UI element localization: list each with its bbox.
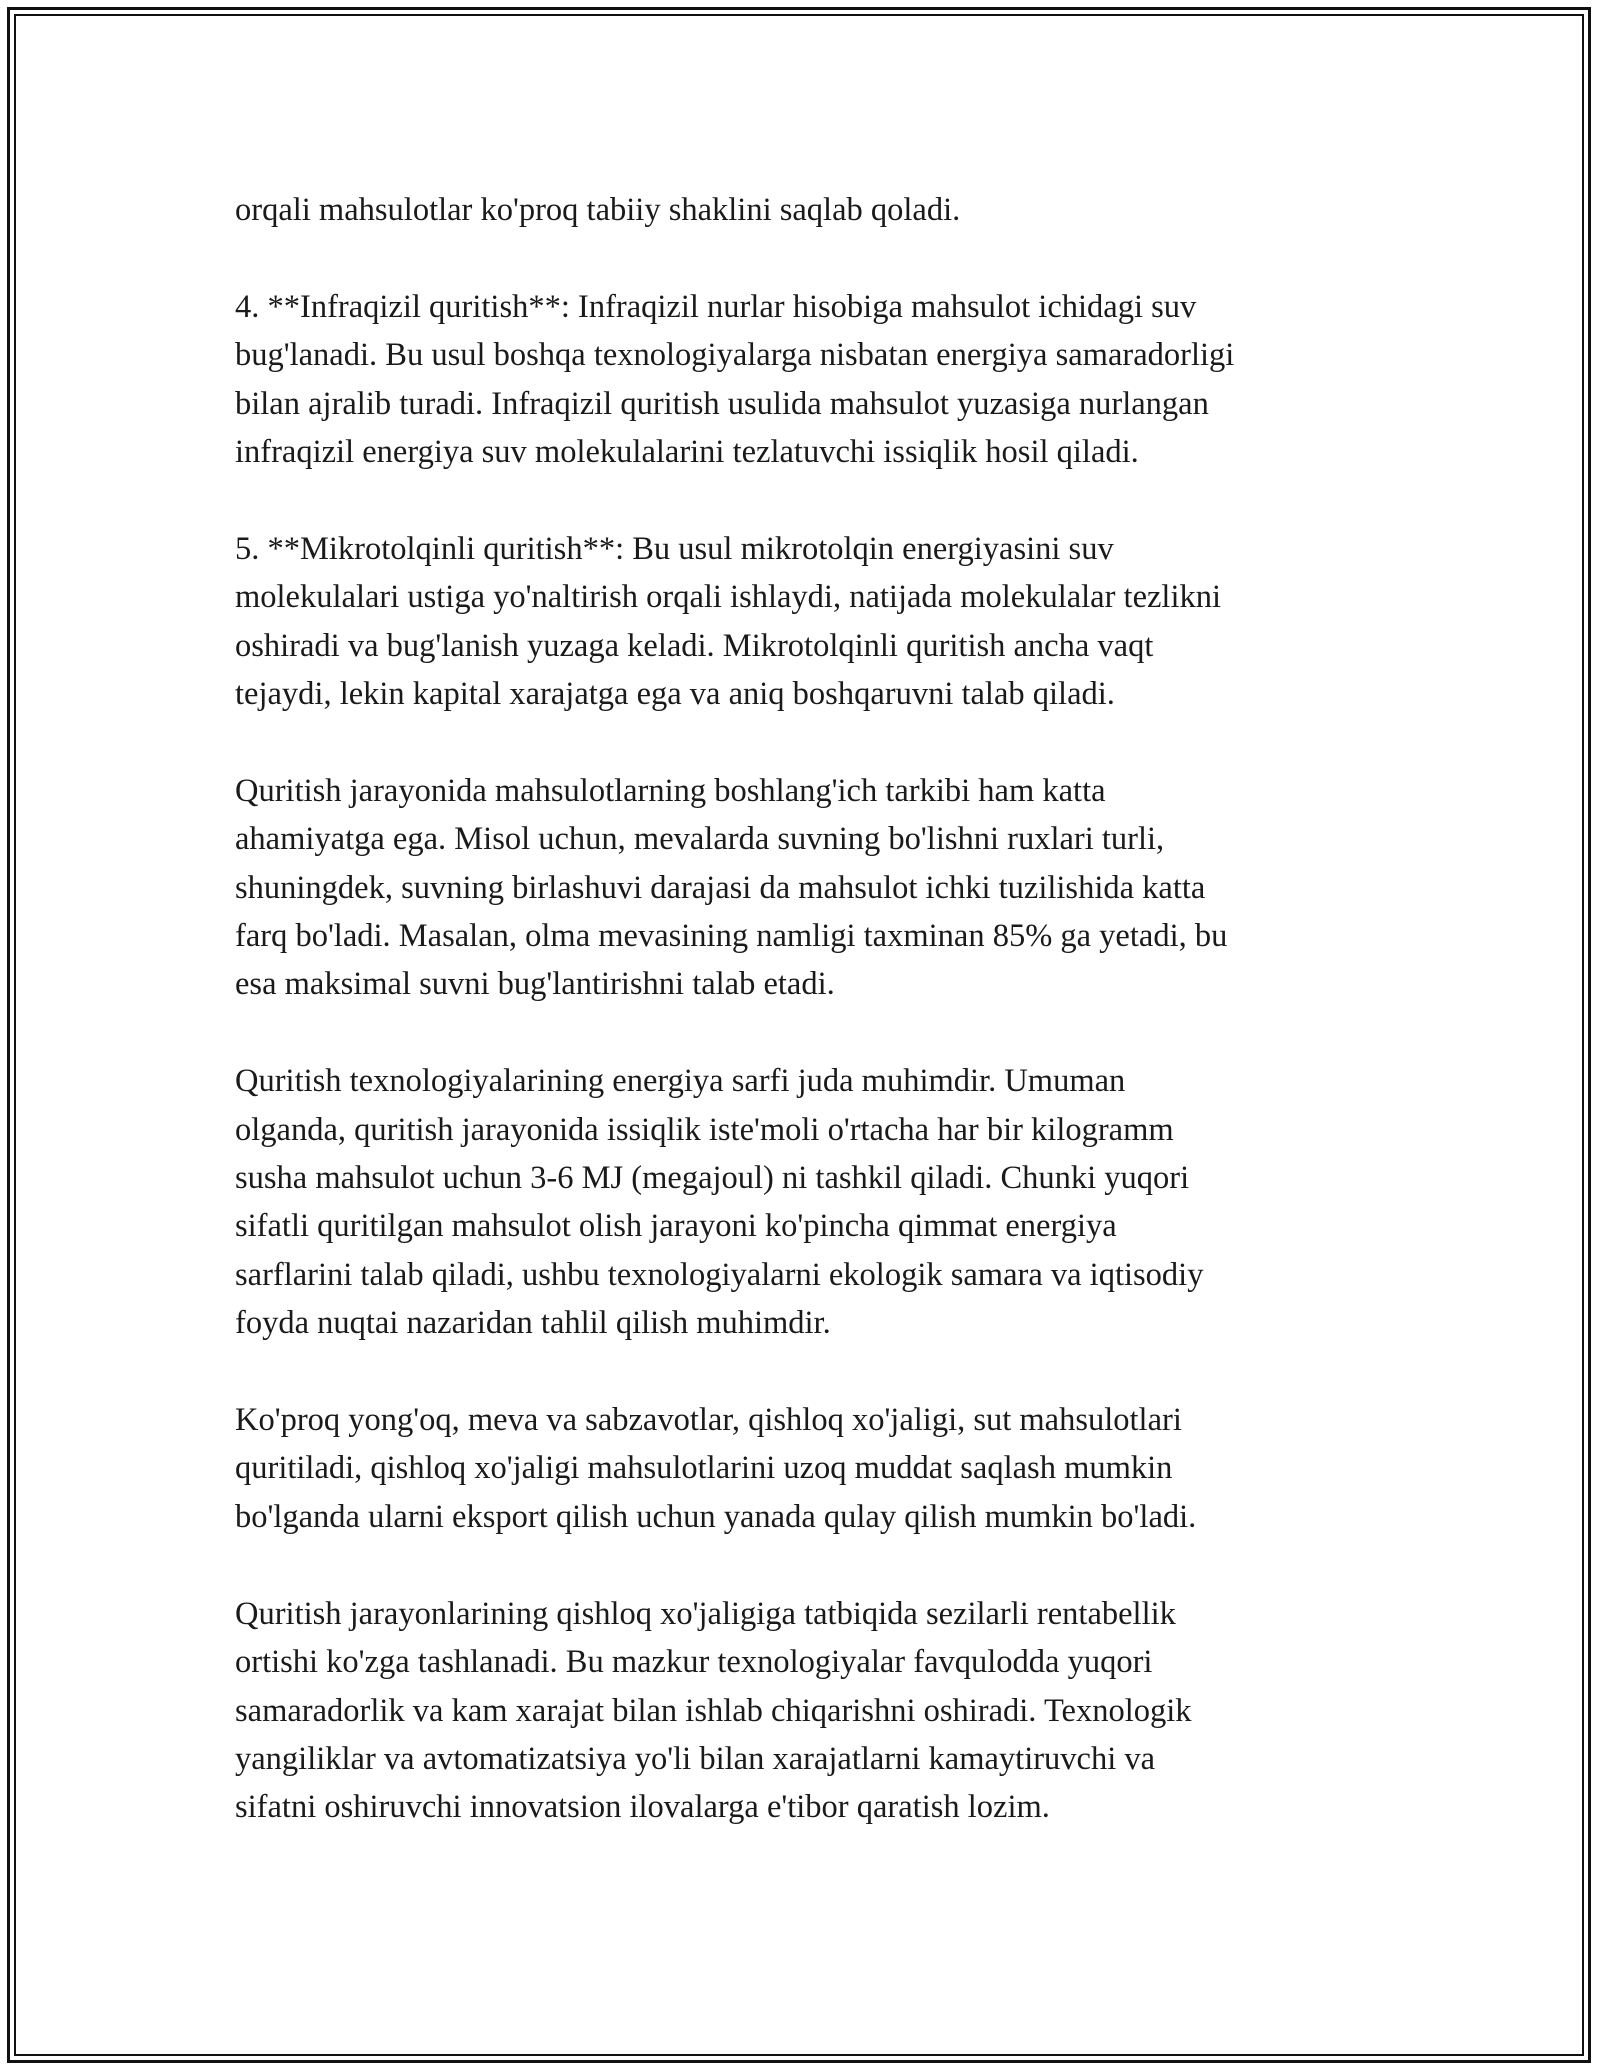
text-line: farq bo'ladi. Masalan, olma mevasining namligi taxminan 85% ga yetadi, bu — [235, 918, 1228, 955]
text-line: orqali mahsulotlar ko'proq tabiiy shaklini saqlab qoladi. — [235, 192, 961, 228]
text-line: sarflarini talab qiladi, ushbu texnologiyalarni ekologik samara va iqtisodiy — [235, 1256, 1204, 1293]
text-line: susha mahsulot uchun 3-6 MJ (megajoul) ni tashkil qiladi. Chunki yuqori — [235, 1160, 1190, 1197]
text-line: Quritish jarayonida mahsulotlarning boshlang'ich tarkibi ham katta — [235, 772, 1106, 809]
text-line: sifatni oshiruvchi innovatsion ilovalarga e'tibor qaratish lozim. — [235, 1789, 1050, 1826]
text-line: shuningdek, suvning birlashuvi darajasi da mahsulot ichki tuzilishida katta — [235, 869, 1206, 906]
paragraph-2-infrared-drying — [235, 283, 1375, 477]
text-line: esa maksimal suvni bug'lantirishni talab etadi. — [235, 966, 835, 1003]
text-line: Quritish jarayonlarining qishloq xo'jaligiga tatbiqida sezilarli rentabellik — [235, 1595, 1176, 1632]
text-line: Quritish texnologiyalarining energiya sarfi juda muhimdir. Umuman — [235, 1063, 1126, 1100]
text-line: ahamiyatga ega. Misol uchun, mevalarda suvning bo'lishni ruxlari turli, — [235, 821, 1165, 858]
text-line: oshiradi va bug'lanish yuzaga keladi. Mikrotolqinli quritish ancha vaqt — [235, 627, 1154, 664]
text-line: 5. **Mikrotolqinli quritish**: Bu usul mikrotolqin energiyasini suv — [235, 530, 1114, 567]
document-body — [235, 186, 1375, 1880]
text-line: foyda nuqtai nazaridan tahlil qilish muhimdir. — [235, 1305, 831, 1342]
text-line: samaradorlik va kam xarajat bilan ishlab chiqarishni oshiradi. Texnologik — [235, 1692, 1192, 1729]
paragraph-5 — [235, 1057, 1375, 1347]
text-line: molekulalari ustiga yo'naltirish orqali ishlaydi, natijada molekulalar tezlikni — [235, 579, 1222, 616]
text-line: olganda, quritish jarayonida issiqlik iste'moli o'rtacha har bir kilogramm — [235, 1111, 1174, 1148]
text-line: bo'lganda ularni eksport qilish uchun yanada qulay qilish mumkin bo'ladi. — [235, 1498, 1197, 1535]
text-line: quritiladi, qishloq xo'jaligi mahsulotlarini uzoq muddat saqlash mumkin — [235, 1450, 1173, 1487]
paragraph-4 — [235, 767, 1375, 1009]
text-line: ortishi ko'zga tashlanadi. Bu mazkur texnologiyalar favqulodda yuqori — [235, 1644, 1153, 1681]
text-line: tejaydi, lekin kapital xarajatga ega va aniq boshqaruvni talab qiladi. — [235, 676, 1115, 713]
text-line: Ko'proq yong'oq, meva va sabzavotlar, qishloq xo'jaligi, sut mahsulotlari — [235, 1402, 1182, 1439]
text-line: bilan ajralib turadi. Infraqizil quritish usulida mahsulot yuzasiga nurlangan — [235, 385, 1209, 422]
text-line: sifatli quritilgan mahsulot olish jarayoni ko'pincha qimmat energiya — [235, 1208, 1117, 1245]
paragraph-1 — [235, 186, 1375, 234]
text-line: 4. **Infraqizil quritish**: Infraqizil nurlar hisobiga mahsulot ichidagi suv — [235, 288, 1197, 325]
text-line: infraqizil energiya suv molekulalarini tezlatuvchi issiqlik hosil qiladi. — [235, 434, 1139, 471]
paragraph-3-microwave-drying — [235, 525, 1375, 719]
paragraph-6 — [235, 1396, 1375, 1541]
paragraph-7 — [235, 1590, 1375, 1832]
text-line: yangiliklar va avtomatizatsiya yo'li bilan xarajatlarni kamaytiruvchi va — [235, 1740, 1156, 1777]
text-line: bug'lanadi. Bu usul boshqa texnologiyalarga nisbatan energiya samaradorligi — [235, 337, 1235, 374]
